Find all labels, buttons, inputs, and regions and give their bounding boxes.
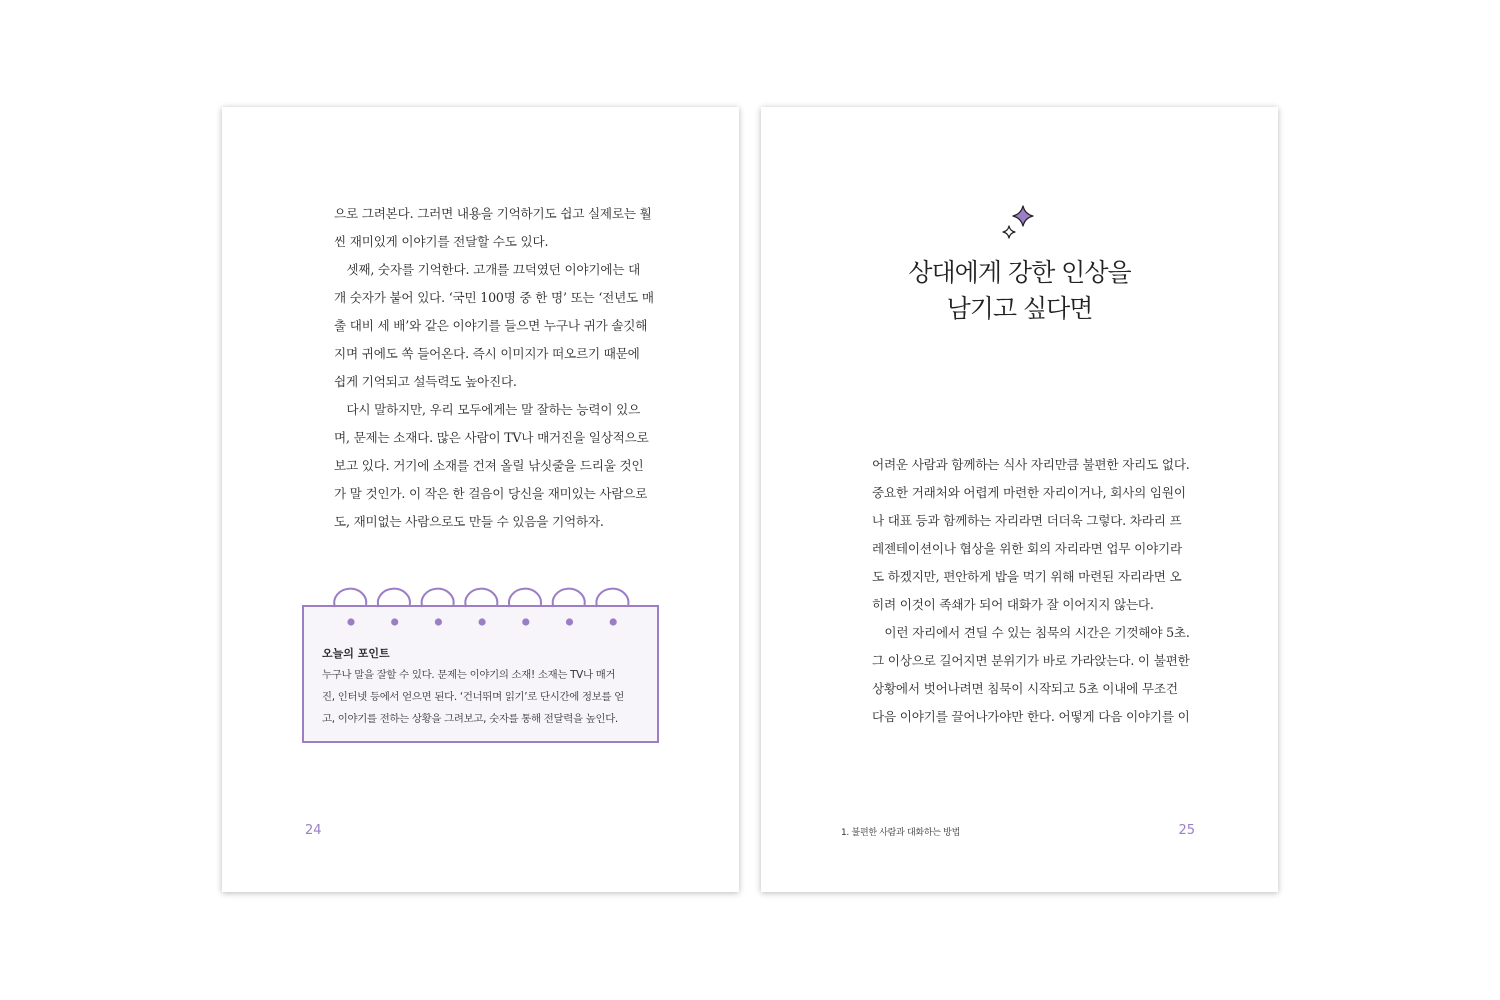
binder-hole xyxy=(610,618,617,625)
left-page xyxy=(222,107,739,892)
binder-hole xyxy=(566,618,573,625)
right-body-text xyxy=(872,451,1202,731)
body-line: 레젠테이션이나 협상을 위한 회의 자리라면 업무 이야기라 xyxy=(872,541,1182,556)
binder-ring xyxy=(553,589,585,607)
binder-ring xyxy=(509,589,541,607)
body-line: 지며 귀에도 쏙 들어온다. 즉시 이미지가 떠오르기 때문에 xyxy=(334,346,640,361)
body-line: 중요한 거래처와 어렵게 마련한 자리이거나, 회사의 임원이 xyxy=(872,485,1186,500)
binder-ring xyxy=(422,589,454,607)
point-box xyxy=(302,605,659,743)
point-box-title: 오늘의 포인트 xyxy=(322,647,390,660)
body-line: 도, 재미없는 사람으로도 만들 수 있음을 기억하자. xyxy=(334,514,604,529)
binder-ring xyxy=(378,589,410,607)
point-box-line: 고, 이야기를 전하는 상황을 그려보고, 숫자를 통해 전달력을 높인다. xyxy=(322,713,618,725)
body-line: 어려운 사람과 함께하는 식사 자리만큼 불편한 자리도 없다. xyxy=(872,457,1190,472)
body-line: 개 숫자가 붙어 있다. ‘국민 100명 중 한 명’ 또는 ‘전년도 매 xyxy=(334,290,654,305)
binder-rings-icon xyxy=(304,587,661,627)
chapter-title xyxy=(761,255,1278,327)
sparkle-icon xyxy=(1002,204,1038,244)
chapter-title-line: 남기고 싶다면 xyxy=(946,294,1093,323)
binder-ring xyxy=(465,589,497,607)
body-line: 이런 자리에서 견딜 수 있는 침묵의 시간은 기껏해야 5초. xyxy=(872,625,1190,640)
binder-hole xyxy=(391,618,398,625)
right-page-number: 25 xyxy=(1178,823,1195,838)
point-box-body xyxy=(322,664,624,730)
body-line: 다음 이야기를 끌어나가야만 한다. 어떻게 다음 이야기를 이 xyxy=(872,709,1190,724)
binder-hole xyxy=(435,618,442,625)
body-line: 셋째, 숫자를 기억한다. 고개를 끄덕였던 이야기에는 대 xyxy=(334,262,641,277)
body-line: 씬 재미있게 이야기를 전달할 수도 있다. xyxy=(334,234,549,249)
body-line: 가 말 것인가. 이 작은 한 걸음이 당신을 재미있는 사람으로 xyxy=(334,486,648,501)
left-body-text xyxy=(334,200,664,536)
body-line: 출 대비 세 배’와 같은 이야기를 들으면 누구나 귀가 솔깃해 xyxy=(334,318,648,333)
body-line: 상황에서 벗어나려면 침묵이 시작되고 5초 이내에 무조건 xyxy=(872,681,1178,696)
body-line: 그 이상으로 길어지면 분위기가 바로 가라앉는다. 이 불편한 xyxy=(872,653,1190,668)
binder-hole xyxy=(347,618,354,625)
binder-hole xyxy=(479,618,486,625)
running-header: 1. 불편한 사람과 대화하는 방법 xyxy=(841,828,960,838)
right-page xyxy=(761,107,1278,892)
binder-ring xyxy=(596,589,628,607)
body-line: 쉽게 기억되고 설득력도 높아진다. xyxy=(334,374,517,389)
point-box-line: 진, 인터넷 등에서 얻으면 된다. ‘건너뛰며 읽기’로 단시간에 정보를 얻 xyxy=(322,691,624,703)
body-line: 며, 문제는 소재다. 많은 사람이 TV나 매거진을 일상적으로 xyxy=(334,430,649,445)
body-line: 도 하겠지만, 편안하게 밥을 먹기 위해 마련된 자리라면 오 xyxy=(872,569,1182,584)
body-line: 나 대표 등과 함께하는 자리라면 더더욱 그렇다. 차라리 프 xyxy=(872,513,1182,528)
binder-ring xyxy=(334,589,366,607)
body-line: 다시 말하지만, 우리 모두에게는 말 잘하는 능력이 있으 xyxy=(334,402,641,417)
chapter-title-line: 상대에게 강한 인상을 xyxy=(908,258,1131,287)
left-page-number: 24 xyxy=(305,823,322,838)
binder-hole xyxy=(522,618,529,625)
body-line: 보고 있다. 거기에 소재를 건져 올릴 낚싯줄을 드리울 것인 xyxy=(334,458,644,473)
body-line: 히려 이것이 족쇄가 되어 대화가 잘 이어지지 않는다. xyxy=(872,597,1154,612)
point-box-line: 누구나 말을 잘할 수 있다. 문제는 이야기의 소재! 소재는 TV나 매거 xyxy=(322,669,616,681)
body-line: 으로 그려본다. 그러면 내용을 기억하기도 쉽고 실제로는 훨 xyxy=(334,206,652,221)
